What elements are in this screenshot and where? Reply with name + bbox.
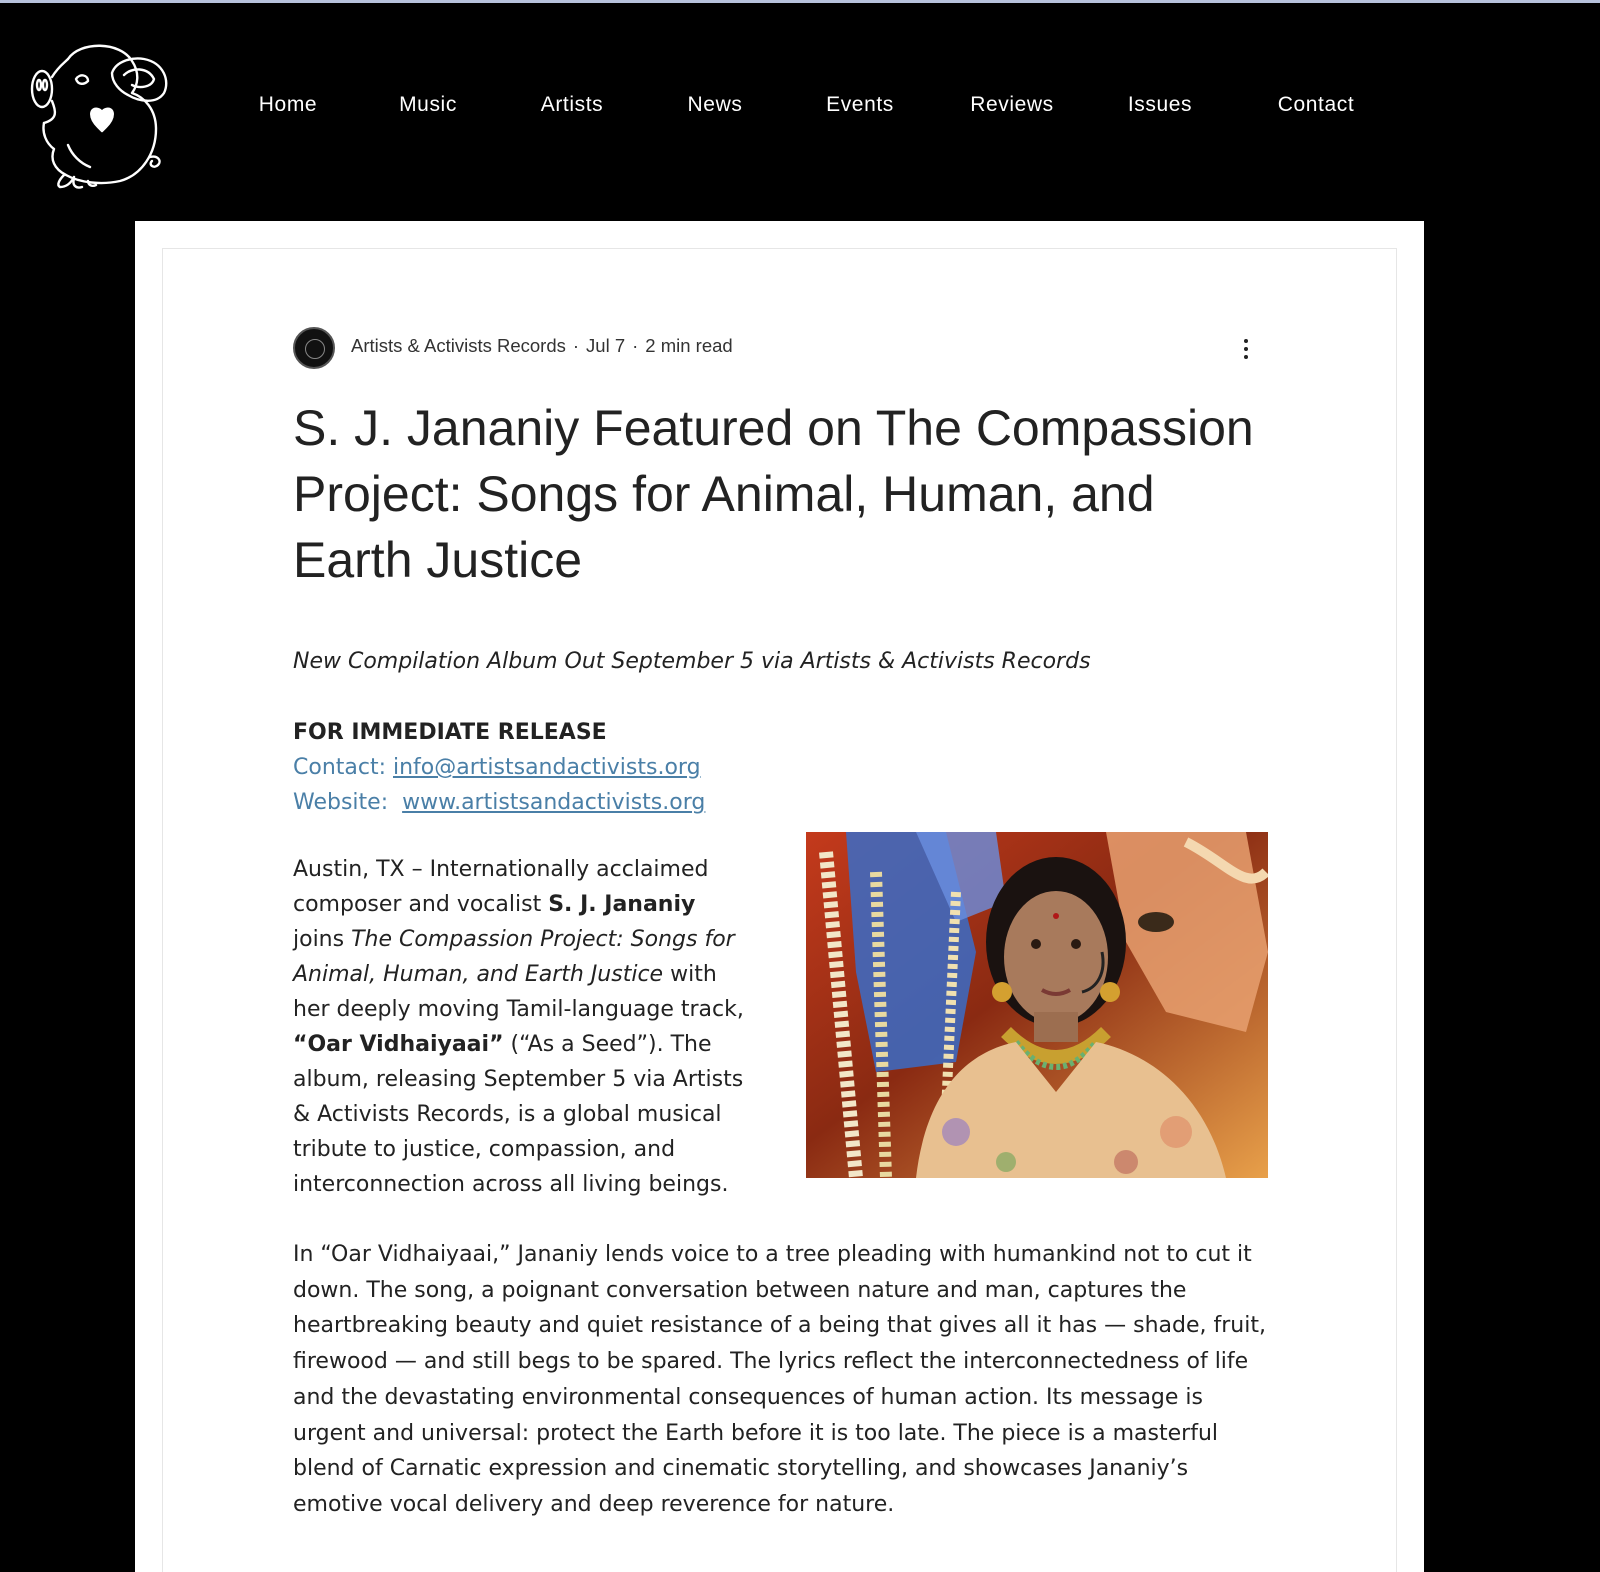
- page-container: [135, 221, 1424, 1572]
- pig-heart-logo[interactable]: [28, 37, 176, 189]
- nav-news[interactable]: News: [687, 93, 743, 116]
- artist-name: S. J. Jananiy: [548, 892, 696, 917]
- post-meta-text: [351, 335, 733, 357]
- post-meta: [293, 327, 1268, 371]
- intro-paragraph: [293, 852, 753, 1202]
- nav-artists[interactable]: Artists: [540, 93, 604, 116]
- website-link[interactable]: www.artistsandactivists.org: [402, 790, 706, 815]
- website-line: [293, 790, 705, 815]
- author-name[interactable]: Artists & Activists Records: [351, 335, 566, 356]
- more-vertical-icon[interactable]: [1234, 335, 1258, 363]
- meta-separator: ·: [632, 335, 639, 356]
- intro-text: with her deeply moving Tamil-language track,: [293, 962, 744, 1022]
- release-label: FOR IMMEDIATE RELEASE: [293, 720, 607, 745]
- intro-text: joins: [293, 927, 352, 952]
- blog-post-card: [162, 248, 1397, 1572]
- post-subtitle: New Compilation Album Out September 5 via Artists & Activists Records: [293, 649, 1091, 674]
- contact-line: [293, 755, 701, 780]
- main-nav: [218, 85, 1418, 125]
- nav-issues[interactable]: Issues: [1127, 93, 1193, 116]
- album-title: The Compassion Project: Songs for Animal, Human, and Earth Justice: [293, 927, 735, 987]
- body-paragraph: In “Oar Vidhaiyaai,” Jananiy lends voice to a tree pleading with humankind not to cut it down. The song, a poignant conversation between nature and man, captures the heartbreaking beauty and quiet resistance of a being that gives all it has — shade, fruit, firewood — and still begs to be spared. The lyrics reflect the interconnectedness of life and the devastating environmental consequences of human action. Its message is urgent and universal: protect the Earth before it is too late. The piece is a masterful blend of Carnatic expression and cinematic storytelling, and showcases Jananiy’s emotive vocal delivery and deep reverence for nature.: [293, 1242, 1266, 1517]
- nav-reviews[interactable]: Reviews: [970, 93, 1054, 116]
- nav-home[interactable]: Home: [258, 93, 318, 116]
- track-title: “Oar Vidhaiyaai”: [293, 1032, 504, 1057]
- intro-text: Austin, TX – Internationally acclaimed composer and vocalist: [293, 857, 709, 917]
- post-date: Jul 7: [586, 335, 626, 356]
- website-label: Website:: [293, 790, 403, 815]
- intro-text: (“As a Seed”). The album, releasing September 5 via Artists & Activists Records, is a global musical tribute to justice, compassion, and interconnection across all living beings.: [293, 1032, 744, 1197]
- meta-separator: ·: [572, 335, 580, 356]
- post-title: S. J. Jananiy Featured on The Compassion Project: Songs for Animal, Human, and Earth Justice: [293, 400, 1254, 588]
- nav-events[interactable]: Events: [826, 93, 894, 116]
- nav-contact[interactable]: Contact: [1277, 93, 1355, 116]
- artist-photo[interactable]: [806, 832, 1268, 1178]
- contact-email-link[interactable]: info@artistsandactivists.org: [393, 755, 701, 780]
- nav-music[interactable]: Music: [399, 93, 457, 116]
- read-time: 2 min read: [645, 335, 733, 356]
- site-header: [0, 3, 1600, 221]
- author-avatar[interactable]: [293, 327, 335, 369]
- contact-label: Contact:: [293, 755, 393, 780]
